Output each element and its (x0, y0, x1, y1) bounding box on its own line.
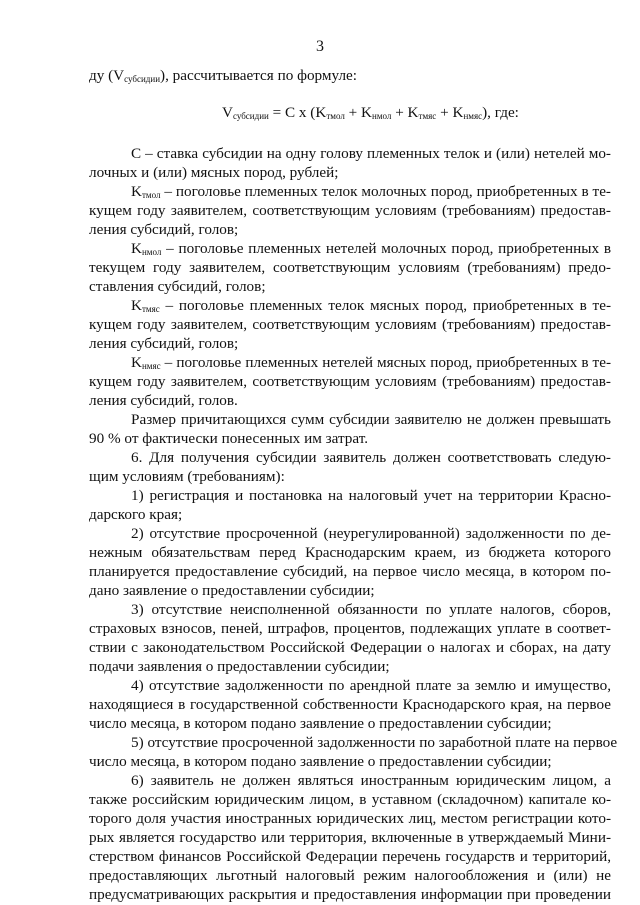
text-line: страховых взносов, пеней, штрафов, процентов, подлежащих уплате в соответ- (89, 620, 611, 637)
text-line: дано заявление о предоставлении субсидии; (89, 582, 375, 599)
intro-line: ду $(V_{субсидии})$, рассчитывается по формуле: (89, 67, 357, 84)
text-line: $K_{нмяс}$ – поголовье племенных нетелей мясных пород, приобретенных в те- (131, 354, 611, 371)
text-line: 90 % от фактически понесенных им затрат. (89, 430, 369, 447)
text-line: кущем году заявителем, соответствующим условиям (требованиям) предостав- (89, 202, 611, 219)
text-line: число месяца, в котором подано заявление о предоставлении субсидии; (89, 753, 552, 770)
text-line: $K_{тмол}$ – поголовье племенных телок молочных пород, приобретенных в те- (131, 183, 611, 200)
text-line: С – ставка субсидии на одну голову племенных телок и (или) нетелей мо- (131, 145, 611, 162)
text-line: 5) отсутствие просроченной задолженности по заработной плате на первое (131, 734, 618, 751)
text-line: 2) отсутствие просроченной (неурегулированной) задолженности по де- (131, 525, 611, 542)
text-line: 6) заявитель не должен являться иностранным юридическим лицом, а (131, 772, 611, 789)
text-line: лочных и (или) мясных пород, рублей; (89, 164, 339, 181)
text-line: дарского края; (89, 506, 183, 523)
text-line: $K_{тмяс}$ – поголовье племенных телок мясных пород, приобретенных в те- (131, 297, 611, 314)
text-line: текущем году заявителем, соответствующим условиям (требованиям) предо- (89, 259, 611, 276)
text-line: $K_{нмол}$ – поголовье племенных нетелей молочных пород, приобретенных в (131, 240, 611, 257)
text-line: также российским юридическим лицом, в уставном (складочном) капитале ко- (89, 791, 611, 808)
text-line: предусматривающих раскрытия и предоставления информации при проведении (89, 886, 611, 903)
text-line: 3) отсутствие неисполненной обязанности по уплате налогов, сборов, (131, 601, 611, 618)
text-line: ствии с законодательством Российской Федерации о налогах и сборах, на дату (89, 639, 611, 656)
text-line: число месяца, в котором подано заявление о предоставлении субсидии; (89, 715, 552, 732)
subsidy-formula: $V_{субсидии} = C$ x $(K_{тмол} + K_{нмол} + K_{тмяс} + K_{нмяс})$, где: (222, 104, 519, 121)
text-line: кущем году заявителем, соответствующим условиям (требованиям) предостав- (89, 373, 611, 390)
text-line: торого доля участия иностранных юридических лиц, местом регистрации кото- (89, 810, 611, 827)
text-line: находящиеся в государственной собственности Краснодарского края, на первое (89, 696, 611, 713)
text-line: ставления субсидий, голов; (89, 278, 266, 295)
text-line: ления субсидий, голов; (89, 221, 239, 238)
text-line: рых является государство или территория, включенные в утверждаемый Мини- (89, 829, 611, 846)
text-line: нежным обязательствам перед Краснодарским краем, из бюджета которого (89, 544, 611, 561)
text-line: 1) регистрация и постановка на налоговый учет на территории Красно- (131, 487, 611, 504)
text-line: 4) отсутствие задолженности по арендной плате за землю и имущество, (131, 677, 611, 694)
text-line: 6. Для получения субсидии заявитель должен соответствовать следую- (131, 449, 611, 466)
text-line: ления субсидий, голов; (89, 335, 239, 352)
text-line: стерством финансов Российской Федерации перечень государств и территорий, (89, 848, 611, 865)
text-line: щим условиям (требованиям): (89, 468, 285, 485)
text-line: Размер причитающихся сумм субсидии заявителю не должен превышать (131, 411, 611, 428)
text-line: предоставляющих льготный налоговый режим налогообложения и (или) не (89, 867, 611, 884)
text-line: кущем году заявителем, соответствующим условиям (требованиям) предостав- (89, 316, 611, 333)
text-line: подачи заявления о предоставлении субсидии; (89, 658, 390, 675)
page-number: 3 (316, 38, 324, 55)
text-line: ления субсидий, голов. (89, 392, 238, 409)
text-line: планируется предоставление субсидий, на первое число месяца, в котором по- (89, 563, 611, 580)
